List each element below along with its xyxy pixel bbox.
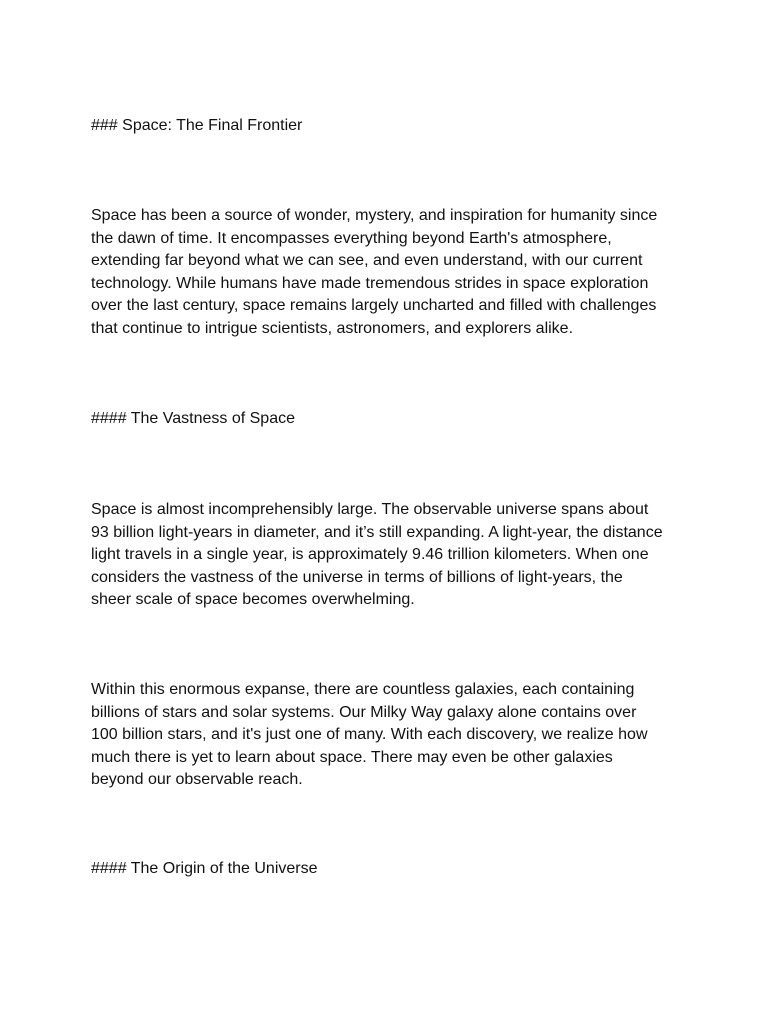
paragraph-line: 100 billion stars, and it's just one of many. With each discovery, we realize how xyxy=(91,726,648,743)
heading-text: #### The Origin of the Universe xyxy=(91,860,318,877)
section-heading-vastness-of-space xyxy=(91,408,687,431)
paragraph-line: that continue to intrigue scientists, astronomers, and explorers alike. xyxy=(91,319,574,337)
paragraph-line: beyond our observable reach. xyxy=(91,771,303,788)
paragraph-line: sheer scale of space becomes overwhelming. xyxy=(91,591,415,608)
paragraph-line: 93 billion light-years in diameter, and it’s still expanding. A light-year, the distance xyxy=(91,523,663,541)
paragraph-line: Space has been a source of wonder, mystery, and inspiration for humanity since xyxy=(91,207,658,224)
paragraph-line: much there is yet to learn about space. There may even be other galaxies xyxy=(91,748,613,766)
paragraph-line: considers the vastness of the universe in terms of billions of light-years, the xyxy=(91,568,623,586)
paragraph-line: Within this enormous expanse, there are countless galaxies, each containing xyxy=(91,681,635,698)
intro-paragraph xyxy=(91,205,687,340)
heading-text: #### The Vastness of Space xyxy=(91,410,295,427)
paragraph-line: extending far beyond what we can see, and even understand, with our current xyxy=(91,252,643,269)
paragraph-line: the dawn of time. It encompasses everything beyond Earth's atmosphere, xyxy=(91,229,612,247)
galaxies-paragraph xyxy=(91,679,687,792)
paragraph-line: Space is almost incomprehensibly large. The observable universe spans about xyxy=(91,501,649,518)
paragraph-line: over the last century, space remains largely uncharted and filled with challenges xyxy=(91,297,657,314)
vastness-paragraph xyxy=(91,499,687,612)
paragraph-line: billions of stars and solar systems. Our Milky Way galaxy alone contains over xyxy=(91,703,637,721)
paragraph-line: technology. While humans have made tremendous strides in space exploration xyxy=(91,274,649,292)
section-heading-origin-of-universe xyxy=(91,858,687,881)
paragraph-line: light travels in a single year, is approximately 9.46 trillion kilometers. When one xyxy=(91,546,649,563)
section-heading-space-final-frontier xyxy=(91,115,687,138)
heading-text: ### Space: The Final Frontier xyxy=(91,117,303,134)
